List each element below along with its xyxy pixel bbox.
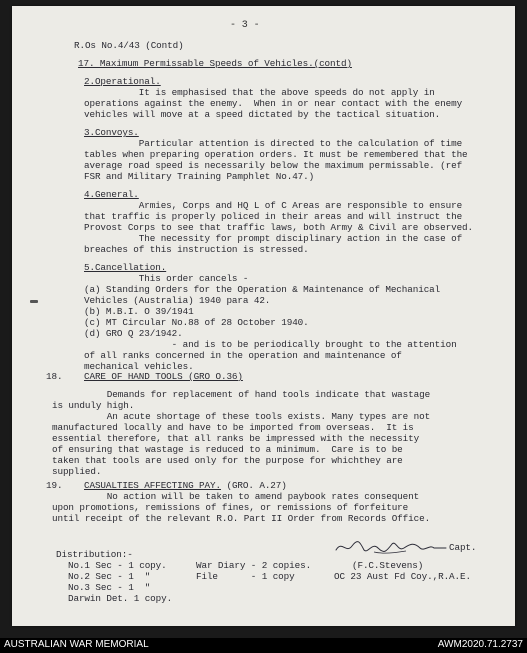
para-general-line: that traffic is properly policed in their areas and will instruct the: [84, 211, 463, 222]
section-18-line: is unduly high.: [52, 400, 135, 411]
distribution-item: No.3 Sec - 1 ": [68, 582, 151, 593]
distribution-label: Distribution:-: [56, 549, 133, 560]
para-convoys-line: Particular attention is directed to the calculation of time: [84, 138, 463, 149]
para-general-heading: 4.General.: [84, 189, 139, 200]
para-convoys-line: tables when preparing operation orders. It must be remembered that the: [84, 149, 468, 160]
page-number: - 3 -: [230, 20, 260, 31]
section-19-line: until receipt of the relevant R.O. Part II Order from Records Office.: [52, 513, 431, 524]
para-convoys-line: FSR and Military Training Pamphlet No.47.): [84, 171, 315, 182]
para-operational-line: operations against the enemy. When in or near contact with the enemy: [84, 98, 463, 109]
section-19-title-row: [84, 480, 287, 491]
para-cancellation-line: (b) M.B.I. O 39/1941: [84, 306, 194, 317]
footer-accession-number: AWM2020.71.2737: [437, 639, 523, 650]
para-convoys-line: average road speed is necessarily below the maximum permissable. (ref: [84, 160, 463, 171]
para-general-line: The necessity for prompt disciplinary action in the case of: [84, 233, 463, 244]
section-18-line: manufactured locally and have to be imported from overseas. It is: [52, 422, 414, 433]
para-cancellation-line: (c) MT Circular No.88 of 28 October 1940.: [84, 317, 309, 328]
signature-name: (F.C.Stevens): [352, 560, 424, 571]
distribution-item: File - 1 copy: [196, 571, 295, 582]
section-18-line: Demands for replacement of hand tools indicate that wastage: [52, 389, 431, 400]
distribution-item: No.2 Sec - 1 ": [68, 571, 151, 582]
section-18-line: An acute shortage of these tools exists. Many types are not: [52, 411, 431, 422]
para-operational-heading: 2.Operational.: [84, 76, 161, 87]
para-cancellation-line: - and is to be periodically brought to the attention: [84, 339, 457, 350]
para-cancellation-line: (a) Standing Orders for the Operation & Maintenance of Mechanical: [84, 284, 441, 295]
section-18-line: supplied.: [52, 466, 102, 477]
para-operational-line: vehicles will move at a speed dictated by the tactical situation.: [84, 109, 441, 120]
archive-footer: [0, 638, 527, 653]
distribution-item: Darwin Det. 1 copy.: [68, 593, 173, 604]
distribution-item: War Diary - 2 copies.: [196, 560, 312, 571]
para-operational-line: It is emphasised that the above speeds do not apply in: [84, 87, 435, 98]
para-cancellation-line: This order cancels -: [84, 273, 249, 284]
section-19-line: No action will be taken to amend paybook rates consequent: [52, 491, 420, 502]
para-cancellation-heading: 5.Cancellation.: [84, 262, 167, 273]
section-19-title-ref: (GRO. A.27): [220, 480, 287, 491]
footer-institution: AUSTRALIAN WAR MEMORIAL: [4, 639, 149, 650]
para-general-line: Provost Corps to see that traffic laws, both Army & Civil are observed.: [84, 222, 474, 233]
signature-rank: Capt.: [449, 542, 477, 553]
section-19-title: CASUALTIES AFFECTING PAY.: [84, 480, 221, 491]
para-convoys-heading: 3.Convoys.: [84, 127, 139, 138]
punch-mark: [30, 300, 38, 303]
section-18-line: taken that tools are used only for the purpose for whichthey are: [52, 455, 403, 466]
section-17-title: 17. Maximum Permissable Speeds of Vehicles.(contd): [78, 58, 352, 69]
document-page: [12, 6, 515, 626]
para-general-line: breaches of this instruction is stressed.: [84, 244, 309, 255]
para-cancellation-line: (d) GRO Q 23/1942.: [84, 328, 183, 339]
section-18-line: essential therefore, that all ranks be impressed with the necessity: [52, 433, 420, 444]
section-18-line: of ensuring that wastage is reduced to a minimum. Care is to be: [52, 444, 403, 455]
para-cancellation-line: of all ranks concerned in the operation and maintenance of: [84, 350, 402, 361]
handwritten-signature: [334, 536, 454, 558]
section-19-line: upon promotions, remissions of fines, or remissions of forfeiture: [52, 502, 409, 513]
para-cancellation-line: Vehicles (Australia) 1940 para 42.: [84, 295, 271, 306]
section-19-number: 19.: [46, 480, 63, 491]
signature-unit: OC 23 Aust Fd Coy.,R.A.E.: [334, 571, 471, 582]
distribution-item: No.1 Sec - 1 copy.: [68, 560, 167, 571]
section-18-title: CARE OF HAND TOOLS (GRO O.36): [84, 371, 243, 382]
para-cancellation-line: mechanical vehicles.: [84, 361, 194, 372]
para-general-line: Armies, Corps and HQ L of C Areas are responsible to ensure: [84, 200, 463, 211]
order-reference: R.Os No.4/43 (Contd): [74, 40, 184, 51]
section-18-number: 18.: [46, 371, 63, 382]
